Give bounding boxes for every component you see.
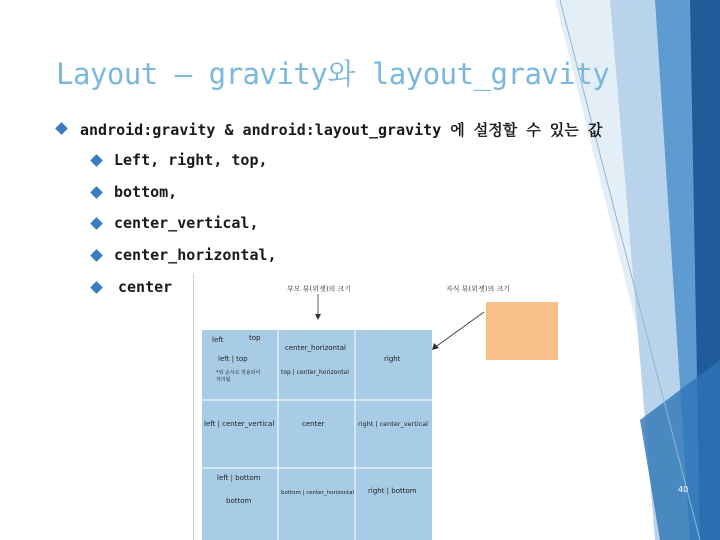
cell-top-center-horizontal: top | center_horizontal: [281, 369, 349, 376]
cell-left-bottom: left | bottom: [217, 474, 261, 482]
sub-bullet: bottom,: [114, 183, 178, 201]
cell-right-center-vertical: right | center_vertical: [358, 420, 428, 428]
page-number: 40: [678, 485, 689, 494]
cell-left-center-vertical: left | center_vertical: [204, 420, 275, 428]
cell-right-bottom: right | bottom: [368, 487, 417, 495]
cell-top: top: [249, 334, 261, 342]
child-caption: 자식 뷰(위젯)의 크기: [446, 285, 511, 293]
cell-left: left: [212, 336, 224, 344]
cell-right: right: [384, 355, 401, 363]
cell-center: center: [302, 420, 325, 428]
main-bullet: android:gravity & android:layout_gravity 에 설정할 수 있는 값: [80, 121, 603, 139]
cell-bottom: bottom: [226, 497, 252, 505]
cell-left-top: left | top: [218, 355, 248, 363]
slide-title: Layout – gravity와 layout_gravity: [56, 57, 610, 91]
cell-bottom-center-horizontal: bottom | center_horizontal: [281, 490, 355, 496]
cell-center-horizontal: center_horizontal: [285, 344, 346, 352]
sub-bullet: Left, right, top,: [114, 151, 268, 169]
sub-bullet: center: [118, 278, 173, 296]
sub-bullet: center_horizontal,: [114, 246, 277, 264]
sub-bullet: center_vertical,: [114, 214, 259, 232]
cell-note: *위 순서로 적용되어 처리됨: [216, 370, 261, 383]
parent-caption: 부모 뷰(위젯)의 크기: [287, 285, 352, 293]
